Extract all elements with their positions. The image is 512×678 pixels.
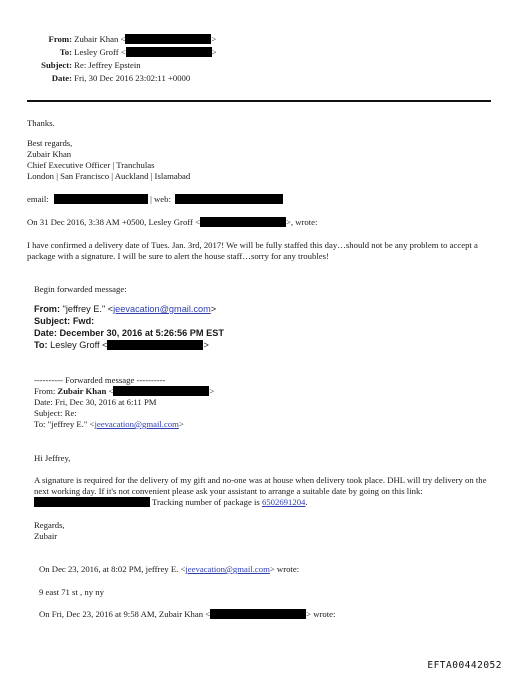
redaction-box <box>34 497 150 507</box>
fwd1-from-value: "jeffrey E." < <box>62 304 114 314</box>
signature-line: London | San Francisco | Auckland | Islamabad <box>27 171 191 181</box>
fwd2-to-line <box>34 419 184 430</box>
fwd1-date-value: December 30, 2016 at 5:26:56 PM EST <box>59 328 224 338</box>
header-subject-value: Re: Jeffrey Epstein <box>74 60 141 70</box>
fwd1-subject-label: Subject: <box>34 316 71 326</box>
email-link[interactable]: jeevacation@gmail.com <box>113 304 211 314</box>
redaction-box <box>126 47 212 57</box>
header-date-row <box>0 73 190 84</box>
email-link[interactable]: jeevacation@gmail.com <box>185 564 270 574</box>
quote1-intro <box>39 564 299 575</box>
signature-line: Best regards, <box>27 138 73 148</box>
fwd1-from-label: From: <box>34 304 61 314</box>
fwd1-to-row <box>34 340 209 351</box>
header-to-label: To: <box>59 47 72 57</box>
close-bracket: > <box>211 34 217 44</box>
fwd1-to-label: To: <box>34 340 48 350</box>
close-bracket: > <box>210 304 217 314</box>
closing-line: Regards, <box>34 520 65 530</box>
redaction-box <box>200 217 286 227</box>
quote1-message: 9 east 71 st , ny ny <box>39 587 104 597</box>
header-date-label: Date: <box>51 73 72 83</box>
signature-line: Zubair Khan <box>27 149 72 159</box>
forward-marker: ---------- Forwarded message ---------- <box>34 375 166 385</box>
reply-intro-text: On 31 Dec 2016, 3:38 AM +0500, Lesley Groff < <box>27 217 200 227</box>
open-bracket: < <box>108 386 114 396</box>
redaction-box <box>107 340 203 350</box>
document-id: EFTA00442052 <box>427 660 502 671</box>
header-date-value: Fri, 30 Dec 2016 23:02:11 +0000 <box>74 73 191 83</box>
tracking-label: Tracking number of package is <box>152 497 260 507</box>
quote1-wrote: > wrote: <box>269 564 300 574</box>
redaction-box <box>175 194 283 204</box>
signature-line: Chief Executive Officer | Tranchulas <box>27 160 155 170</box>
message-end: . <box>305 497 308 507</box>
forward-begin: Begin forwarded message: <box>34 284 127 294</box>
greeting: Hi Jeffrey, <box>34 453 71 463</box>
header-from-value: Zubair Khan < <box>74 34 126 44</box>
fwd1-date-row <box>34 328 224 339</box>
quote2-intro <box>39 609 335 620</box>
header-from-row <box>0 34 216 45</box>
redaction-box <box>125 34 211 44</box>
email-label: email: <box>27 194 49 204</box>
fwd2-from-name: Zubair Khan <box>57 386 107 396</box>
quote2-text: On Fri, Dec 23, 2016 at 9:58 AM, Zubair Khan < <box>39 609 211 619</box>
fwd2-from-row <box>34 386 214 397</box>
quote2-wrote: > wrote: <box>306 609 336 619</box>
header-to-value: Lesley Groff < <box>74 47 126 57</box>
fwd2-from-label: From: <box>34 386 56 396</box>
redaction-box <box>113 386 209 396</box>
thanks-line: Thanks. <box>27 118 55 128</box>
close-bracket: > <box>209 386 215 396</box>
fwd1-from-row <box>34 304 216 315</box>
fwd1-to-value: Lesley Groff < <box>50 340 108 350</box>
header-subject-row <box>0 60 141 71</box>
reply-intro <box>27 217 317 228</box>
fwd2-subject-line: Subject: Re: <box>34 408 77 418</box>
gift-message-text: A signature is required for the delivery of my gift and no-one was at house when delivery took place. DHL will try delivery on the next working day. If it's not convenient please ask your assistant to arrange a suitable date by going on this link: <box>34 475 487 496</box>
header-subject-label: Subject: <box>41 60 72 70</box>
close-bracket: > <box>178 419 184 429</box>
fwd1-date-label: Date: <box>34 328 57 338</box>
fwd2-date-line: Date: Fri, Dec 30, 2016 at 6:11 PM <box>34 397 157 407</box>
reply-intro-wrote: >, wrote: <box>286 217 318 227</box>
signature-contact-line <box>27 194 283 205</box>
email-link[interactable]: jeevacation@gmail.com <box>94 419 179 429</box>
close-bracket: > <box>211 47 217 57</box>
redaction-box <box>54 194 148 204</box>
tracking-number-link[interactable]: 6502691204 <box>261 497 306 507</box>
web-label: | web: <box>150 194 171 204</box>
quote1-text: On Dec 23, 2016, at 8:02 PM, jeffrey E. < <box>39 564 186 574</box>
header-to-row <box>0 47 217 58</box>
redaction-box <box>210 609 306 619</box>
gift-message <box>34 475 502 508</box>
fwd1-subject-row <box>34 316 94 327</box>
closing-name: Zubair <box>34 531 58 541</box>
header-divider <box>27 100 491 102</box>
close-bracket: > <box>203 340 209 350</box>
fwd1-subject-value: Fwd: <box>72 316 95 326</box>
reply-message: I have confirmed a delivery date of Tues. Jan. 3rd, 2017! We will be fully staffed this day…should not be any problem to accept a package with a signature. I will be sure to alert the house staff…sorry for any troubles! <box>27 240 478 261</box>
header-from-label: From: <box>48 34 72 44</box>
fwd2-to-prefix: To: "jeffrey E." < <box>34 419 95 429</box>
